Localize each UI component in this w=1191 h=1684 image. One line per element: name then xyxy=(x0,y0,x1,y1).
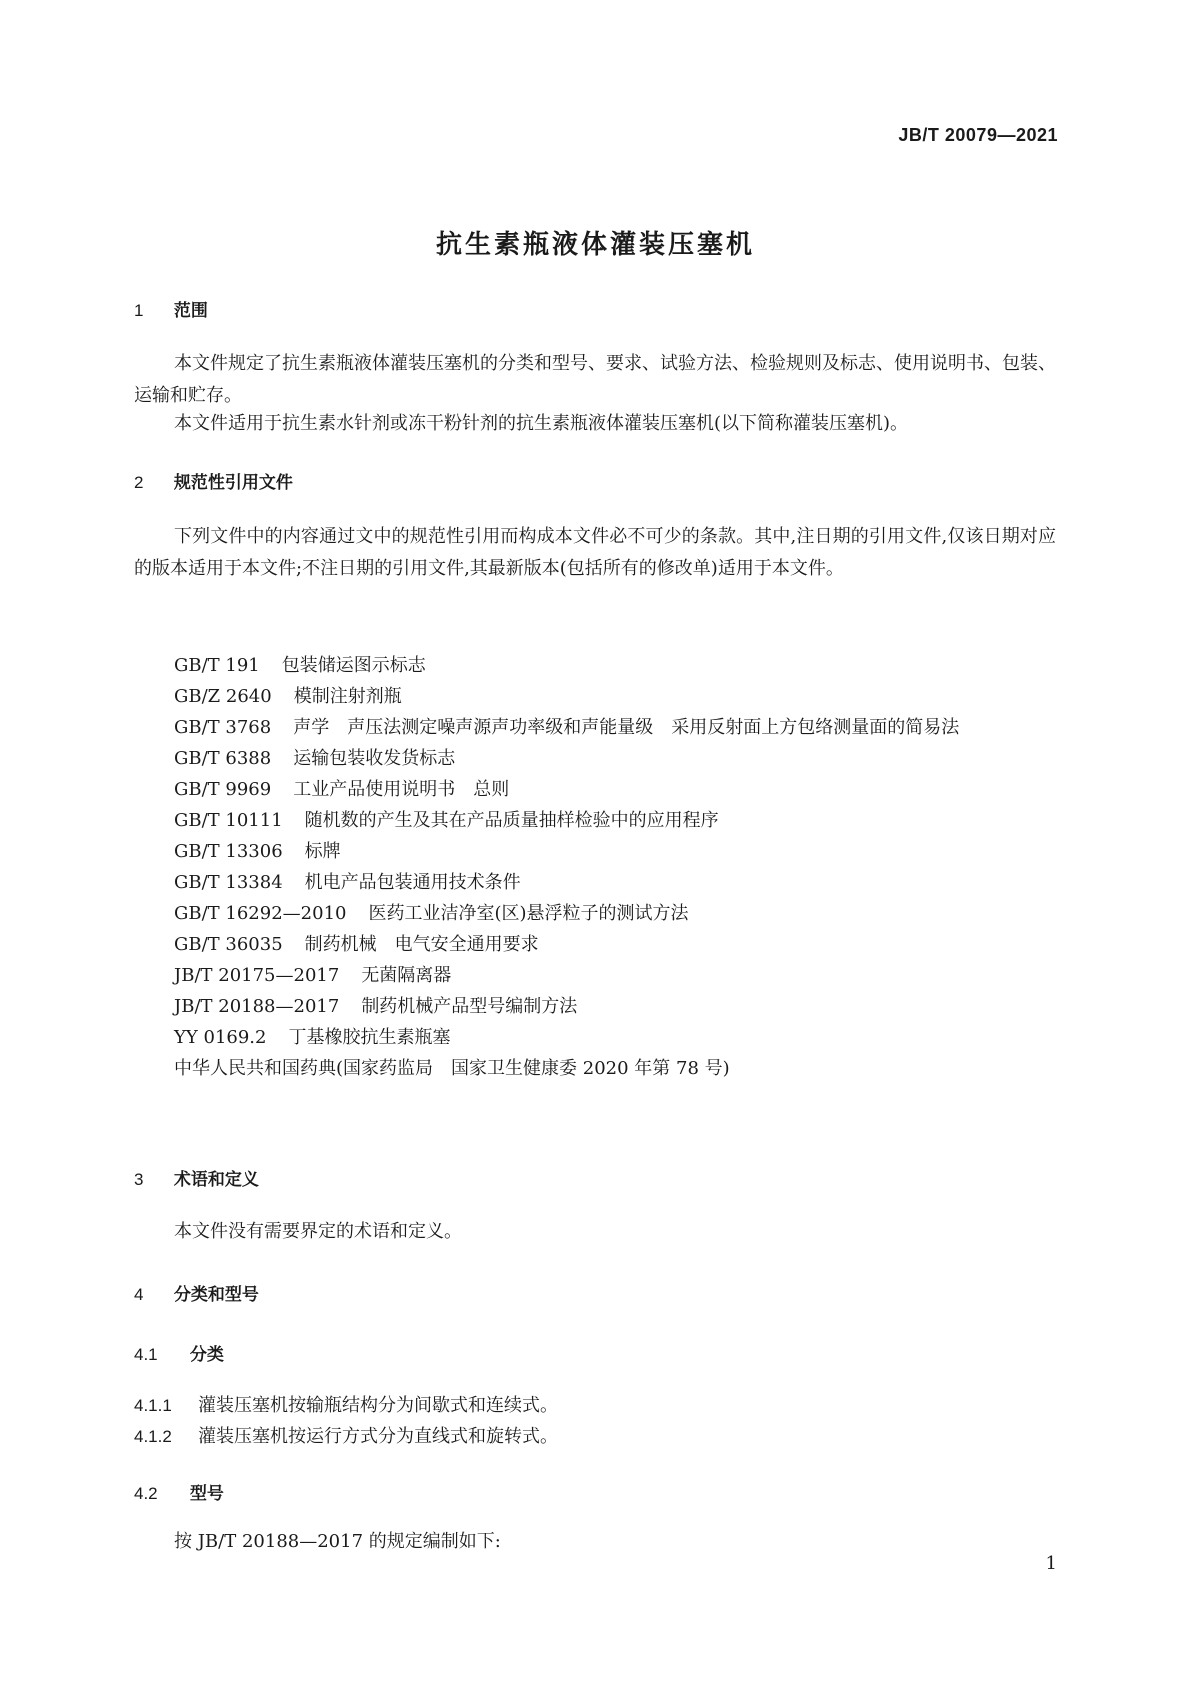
document-title: 抗生素瓶液体灌装压塞机 xyxy=(435,230,755,260)
reference-title: 制药机械 电气安全通用要求 xyxy=(304,934,539,955)
reference-code: JB/T 20188—2017 xyxy=(174,996,340,1017)
section-number: 4 xyxy=(134,1285,144,1304)
reference-item xyxy=(134,991,1056,1022)
clause-number: 4.1.1 xyxy=(134,1396,172,1415)
reference-title: 运输包装收发货标志 xyxy=(293,748,456,769)
reference-code: GB/Z 2640 xyxy=(174,686,272,707)
clause-text: 灌装压塞机按输瓶结构分为间歇式和连续式。 xyxy=(198,1395,558,1416)
subsection-number: 4.2 xyxy=(134,1484,158,1503)
model-intro-text: 按 JB/T 20188—2017 的规定编制如下: xyxy=(174,1531,501,1552)
reference-item xyxy=(134,712,1056,743)
reference-code: GB/T 13306 xyxy=(174,841,283,862)
reference-item xyxy=(134,681,1056,712)
section-3-heading xyxy=(134,1165,259,1190)
section-2-heading xyxy=(134,468,293,493)
reference-item xyxy=(134,743,1056,774)
reference-item xyxy=(134,1053,1056,1084)
section-1-heading xyxy=(134,296,208,321)
section-title: 范围 xyxy=(173,301,208,321)
reference-code: GB/T 36035 xyxy=(174,934,283,955)
page-number: 1 xyxy=(1045,1553,1057,1574)
reference-title: 随机数的产生及其在产品质量抽样检验中的应用程序 xyxy=(304,810,719,831)
standard-code: JB/T 20079—2021 xyxy=(898,125,1058,145)
reference-title: 标牌 xyxy=(304,841,341,862)
reference-title: 工业产品使用说明书 总则 xyxy=(293,779,510,800)
reference-code: GB/T 10111 xyxy=(174,810,283,831)
subsection-number: 4.1 xyxy=(134,1345,158,1364)
reference-item xyxy=(134,898,1056,929)
reference-code: GB/T 9969 xyxy=(174,779,272,800)
clause-4-1-2 xyxy=(134,1422,558,1448)
subsection-title: 型号 xyxy=(189,1484,224,1504)
reference-title: 声学 声压法测定噪声源声功率级和声能量级 采用反射面上方包络测量面的简易法 xyxy=(293,717,960,738)
reference-title: 模制注射剂瓶 xyxy=(293,686,402,707)
subsection-title: 分类 xyxy=(189,1345,224,1365)
reference-item xyxy=(134,805,1056,836)
reference-item xyxy=(134,774,1056,805)
reference-title: 机电产品包装通用技术条件 xyxy=(304,872,521,893)
clause-number: 4.1.2 xyxy=(134,1427,172,1446)
clause-4-1-1 xyxy=(134,1391,558,1417)
section-number: 2 xyxy=(134,473,144,492)
reference-code: JB/T 20175—2017 xyxy=(174,965,340,986)
reference-item xyxy=(134,960,1056,991)
scope-paragraph-2: 本文件适用于抗生素水针剂或冻干粉针剂的抗生素瓶液体灌装压塞机(以下简称灌装压塞机)。 xyxy=(174,413,909,434)
reference-title: 丁基橡胶抗生素瓶塞 xyxy=(288,1027,451,1048)
subsection-4-1-heading xyxy=(134,1340,224,1365)
reference-code: GB/T 13384 xyxy=(174,872,283,893)
reference-list xyxy=(134,650,1056,1084)
section-title: 分类和型号 xyxy=(173,1285,259,1305)
reference-item xyxy=(134,1022,1056,1053)
reference-title: 包装储运图示标志 xyxy=(281,655,426,676)
reference-code: GB/T 191 xyxy=(174,655,260,676)
reference-title: 医药工业洁净室(区)悬浮粒子的测试方法 xyxy=(368,903,689,924)
terms-paragraph: 本文件没有需要界定的术语和定义。 xyxy=(174,1221,462,1242)
reference-item xyxy=(134,867,1056,898)
reference-title: 无菌隔离器 xyxy=(361,965,452,986)
reference-code: GB/T 6388 xyxy=(174,748,272,769)
reference-title: 制药机械产品型号编制方法 xyxy=(361,996,578,1017)
clause-text: 灌装压塞机按运行方式分为直线式和旋转式。 xyxy=(198,1426,558,1447)
reference-code: GB/T 3768 xyxy=(174,717,272,738)
scope-paragraph-1: 本文件规定了抗生素瓶液体灌装压塞机的分类和型号、要求、试验方法、检验规则及标志、使用说明书、包装、运输和贮存。 xyxy=(134,353,1056,406)
section-4-heading xyxy=(134,1280,259,1305)
section-number: 1 xyxy=(134,301,144,320)
section-title: 术语和定义 xyxy=(173,1170,259,1190)
reference-code: YY 0169.2 xyxy=(174,1027,267,1048)
reference-item xyxy=(134,836,1056,867)
reference-code: GB/T 16292—2010 xyxy=(174,903,347,924)
section-title: 规范性引用文件 xyxy=(173,473,293,493)
references-intro: 下列文件中的内容通过文中的规范性引用而构成本文件必不可少的条款。其中,注日期的引用文件,仅该日期对应的版本适用于本文件;不注日期的引用文件,其最新版本(包括所有的修改单)适用于本文件。 xyxy=(134,526,1056,579)
subsection-4-2-heading xyxy=(134,1479,224,1504)
section-number: 3 xyxy=(134,1170,144,1189)
reference-title: 中华人民共和国药典(国家药监局 国家卫生健康委 2020 年第 78 号) xyxy=(174,1058,730,1079)
reference-item xyxy=(134,929,1056,960)
reference-item xyxy=(134,650,1056,681)
